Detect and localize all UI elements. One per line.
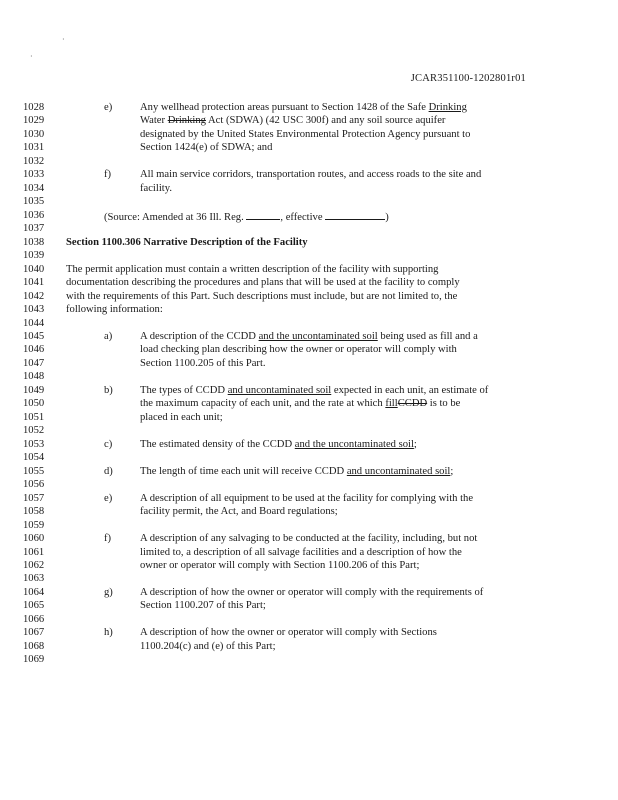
document-line: [0, 546, 618, 560]
deleted-text: CCDD: [397, 398, 428, 410]
item-label: d): [104, 465, 113, 477]
text-segment: (Source: Amended at 36 Ill. Reg.: [104, 211, 247, 223]
item-label: f): [104, 533, 112, 545]
document-line: [0, 465, 618, 479]
text-segment: A description of all equipment to be used at the facility for complying with the: [140, 492, 474, 504]
document-line: [0, 317, 618, 331]
inserted-text: fill: [385, 398, 398, 410]
line-number: 1067: [23, 627, 45, 639]
line-text: [140, 465, 453, 479]
text-segment: is to be: [427, 398, 461, 410]
line-number: 1063: [23, 573, 45, 585]
document-line: [0, 411, 618, 425]
line-text: [140, 640, 276, 654]
document-line: [0, 276, 618, 290]
line-number: 1068: [23, 640, 45, 652]
line-text: [140, 141, 272, 155]
line-text: [66, 303, 163, 317]
line-number: 1046: [23, 344, 45, 356]
document-line: [0, 613, 618, 627]
document-line: [0, 209, 618, 223]
inserted-text: and the uncontaminated soil: [294, 438, 414, 450]
document-line: [0, 519, 618, 533]
line-text: [66, 263, 438, 277]
text-segment: being used as fill and a: [377, 330, 478, 342]
line-text: [140, 559, 419, 573]
line-number: 1057: [23, 492, 45, 504]
line-text: [66, 276, 460, 290]
line-number: 1041: [23, 277, 45, 289]
text-segment: load checking plan describing how the owner or operator will comply with: [140, 344, 457, 356]
line-number: 1061: [23, 546, 45, 558]
text-segment: following information:: [66, 304, 163, 316]
document-line: [0, 626, 618, 640]
line-number: 1062: [23, 559, 45, 571]
document-line: [0, 343, 618, 357]
document-line: [0, 249, 618, 263]
document-line: [0, 290, 618, 304]
text-segment: documentation describing the procedures and plans that will be used at the facility to comply: [66, 277, 460, 289]
line-number: 1048: [23, 371, 45, 383]
document-line: [0, 303, 618, 317]
document-line: [0, 370, 618, 384]
document-line: [0, 330, 618, 344]
text-segment: Any wellhead protection areas pursuant to Section 1428 of the Safe: [140, 102, 429, 113]
text-segment: Section 1100.207 of this Part;: [140, 600, 266, 612]
text-segment: , effective: [280, 211, 326, 223]
line-text: [140, 384, 488, 398]
scan-speck: ·: [30, 52, 33, 61]
item-label: f): [104, 169, 112, 181]
document-line: [0, 101, 618, 115]
line-text: [140, 546, 462, 560]
text-segment: The permit application must contain a written description of the facility with supporting: [66, 263, 439, 275]
line-text: [140, 182, 172, 196]
deleted-text: Drinking: [167, 115, 206, 127]
text-segment: owner or operator will comply with Section 1100.206 of this Part;: [140, 559, 420, 571]
document-line: [0, 182, 618, 196]
line-number: 1033: [23, 169, 45, 181]
inserted-text: and uncontaminated soil: [346, 465, 451, 477]
document-line: [0, 384, 618, 398]
line-number: 1034: [23, 182, 45, 194]
line-text: [140, 114, 445, 128]
document-line: [0, 155, 618, 169]
line-number: 1037: [23, 223, 45, 235]
document-line: [0, 397, 618, 411]
item-label: e): [104, 102, 113, 113]
item-label: h): [104, 627, 113, 639]
line-text: [140, 599, 266, 613]
document-line: [0, 505, 618, 519]
text-segment: facility permit, the Act, and Board regulations;: [140, 506, 338, 518]
document-line: [0, 357, 618, 371]
line-number: 1052: [23, 425, 45, 437]
text-segment: A description of how the owner or operator will comply with Sections: [140, 627, 437, 639]
text-segment: ): [385, 211, 389, 223]
text-segment: designated by the United States Environmental Protection Agency pursuant to: [140, 128, 471, 140]
text-segment: The types of CCDD: [140, 384, 228, 396]
item-label: a): [104, 330, 113, 342]
document-line: [0, 236, 618, 250]
line-text: [140, 505, 338, 519]
document-line: [0, 492, 618, 506]
text-segment: Water: [140, 115, 168, 127]
line-number: 1053: [23, 438, 45, 450]
line-number: 1031: [23, 142, 45, 154]
item-label: c): [104, 438, 113, 450]
document-header-code: JCAR351100-1202801r01: [410, 73, 526, 84]
line-number: 1069: [23, 654, 45, 666]
document-line: [0, 451, 618, 465]
line-number: 1058: [23, 506, 45, 518]
line-text: [140, 343, 457, 357]
line-text: [140, 168, 481, 182]
text-segment: expected in each unit, an estimate of: [331, 384, 489, 396]
text-segment: The length of time each unit will receive CCDD: [140, 465, 347, 477]
line-number: 1056: [23, 479, 45, 491]
line-text: [140, 101, 467, 115]
document-line: [0, 438, 618, 452]
line-number: 1028: [23, 102, 45, 113]
line-text: [140, 128, 470, 142]
line-text: [140, 626, 437, 640]
document-line: [0, 599, 618, 613]
document-line: [0, 572, 618, 586]
line-number: 1051: [23, 411, 45, 423]
line-number: 1045: [23, 330, 45, 342]
line-number: 1049: [23, 384, 45, 396]
text-segment: Section 1100.205 of this Part.: [140, 357, 266, 369]
line-number: 1054: [23, 452, 45, 464]
text-segment: Section 1424(e) of SDWA; and: [140, 142, 273, 154]
line-text: [66, 290, 457, 304]
text-segment: with the requirements of this Part. Such descriptions must include, but are not limited to, the: [66, 290, 458, 302]
document-line: [0, 478, 618, 492]
text-segment: limited to, a description of all salvage facilities and a description of how the: [140, 546, 462, 558]
line-number: 1042: [23, 290, 45, 302]
text-segment: Act (SDWA) (42 USC 300f) and any soil source aquifer: [205, 115, 446, 127]
text-segment: A description of the CCDD: [140, 330, 259, 342]
fill-in-blank: [325, 209, 385, 220]
line-number: 1029: [23, 115, 45, 127]
inserted-text: Drinking: [428, 102, 467, 113]
line-number: 1044: [23, 317, 45, 329]
item-label: e): [104, 492, 113, 504]
line-text: [140, 586, 483, 600]
item-label: g): [104, 586, 113, 598]
section-heading: Section 1100.306 Narrative Description of the Facility: [66, 236, 308, 248]
document-line: [0, 263, 618, 277]
scan-speck: ·: [62, 35, 65, 44]
line-number: 1060: [23, 533, 45, 545]
inserted-text: and the uncontaminated soil: [258, 330, 378, 342]
document-line: [0, 424, 618, 438]
line-text: [66, 236, 308, 250]
line-number: 1036: [23, 209, 45, 221]
line-text: [140, 532, 477, 546]
line-number: 1064: [23, 586, 45, 598]
line-number: 1030: [23, 128, 45, 140]
text-segment: facility.: [140, 182, 172, 194]
fill-in-blank: [246, 209, 280, 220]
line-number: 1039: [23, 250, 45, 262]
text-segment: 1100.204(c) and (e) of this Part;: [140, 640, 276, 652]
inserted-text: and uncontaminated soil: [227, 384, 332, 396]
document-line: [0, 532, 618, 546]
line-number: 1035: [23, 196, 45, 208]
text-segment: ;: [450, 465, 454, 477]
text-segment: All main service corridors, transportation routes, and access roads to the site and: [140, 169, 482, 181]
line-number: 1066: [23, 613, 45, 625]
document-line: [0, 222, 618, 236]
line-number: 1050: [23, 398, 45, 410]
text-segment: A description of any salvaging to be conducted at the facility, including, but not: [140, 533, 478, 545]
line-text: [140, 492, 473, 506]
document-line: [0, 559, 618, 573]
document-line: [0, 168, 618, 182]
line-text: [140, 397, 460, 411]
document-line: [0, 586, 618, 600]
document-line: [0, 195, 618, 209]
document-line: [0, 141, 618, 155]
line-number: 1047: [23, 357, 45, 369]
line-text: [140, 438, 417, 452]
line-number: 1043: [23, 304, 45, 316]
line-number: 1065: [23, 600, 45, 612]
line-number: 1055: [23, 465, 45, 477]
line-text: [140, 357, 266, 371]
line-number: 1038: [23, 236, 45, 248]
text-segment: the maximum capacity of each unit, and the rate at which: [140, 398, 386, 410]
text-segment: placed in each unit;: [140, 411, 223, 423]
text-segment: A description of how the owner or operator will comply with the requirements of: [140, 586, 484, 598]
line-text: [140, 330, 478, 344]
text-segment: ;: [413, 438, 417, 450]
document-line: [0, 114, 618, 128]
line-number: 1040: [23, 263, 45, 275]
line-number: 1032: [23, 155, 45, 167]
item-label: b): [104, 384, 113, 396]
document-line: [0, 653, 618, 667]
line-number: 1059: [23, 519, 45, 531]
document-line: [0, 640, 618, 654]
document-line: [0, 128, 618, 142]
text-segment: The estimated density of the CCDD: [140, 438, 295, 450]
line-text: [140, 411, 223, 425]
